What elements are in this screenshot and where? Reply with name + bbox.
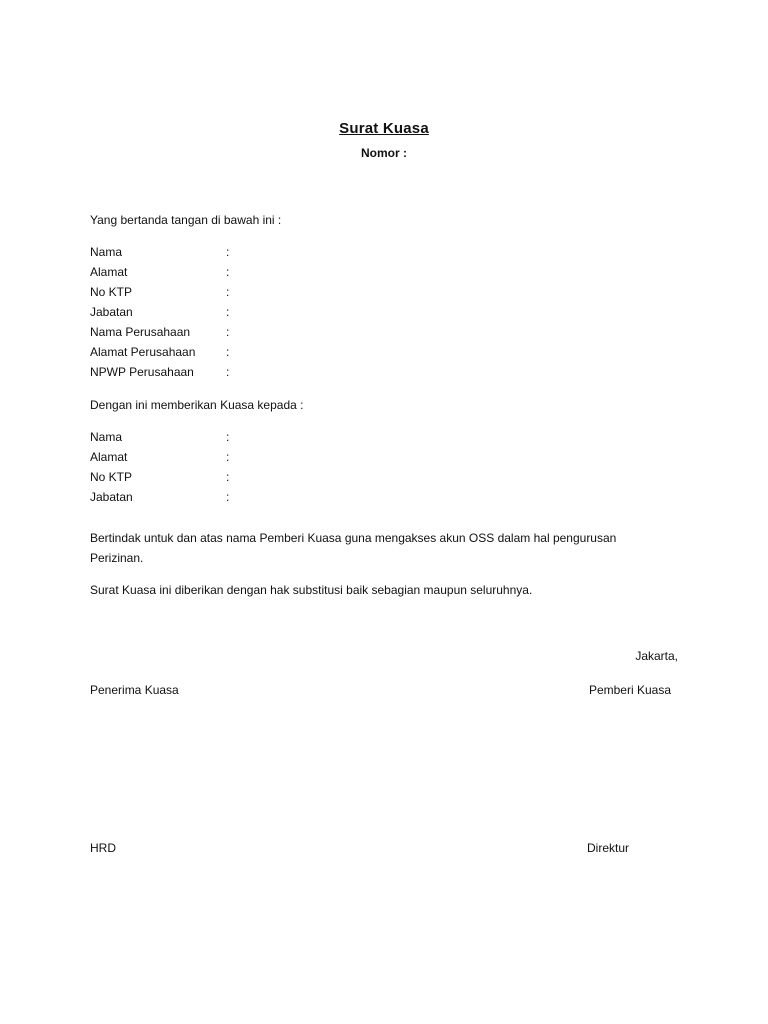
grantor-field-address (90, 264, 390, 280)
field-colon: : (226, 365, 230, 379)
field-label: Alamat (90, 265, 128, 279)
field-colon: : (226, 325, 230, 339)
purpose-paragraph: Bertindak untuk dan atas nama Pemberi Kuasa guna mengakses akun OSS dalam hal pengurusan Perizinan. (90, 531, 617, 565)
field-label: Jabatan (90, 490, 133, 504)
field-label: Alamat (90, 450, 128, 464)
grant-intro-text: Dengan ini memberikan Kuasa kepada : (90, 398, 304, 412)
signature-right-title: Direktur (587, 841, 630, 855)
grantor-field-company-name (90, 324, 390, 340)
field-colon: : (226, 470, 230, 484)
intro-text: Yang bertanda tangan di bawah ini : (90, 213, 282, 227)
field-colon: : (226, 305, 230, 319)
field-label: Nama Perusahaan (90, 325, 191, 339)
field-colon: : (226, 430, 230, 444)
grantee-field-ktp (90, 469, 390, 485)
field-label: No KTP (90, 470, 133, 484)
substitution-paragraph: Surat Kuasa ini diberikan dengan hak substitusi baik sebagian maupun seluruhnya. (90, 583, 533, 597)
document-number-label: Nomor : (361, 146, 407, 160)
field-label: Alamat Perusahaan (90, 345, 196, 359)
field-label: Nama (90, 245, 123, 259)
document-title: Surat Kuasa (339, 120, 429, 137)
field-colon: : (226, 490, 230, 504)
field-colon: : (226, 345, 230, 359)
grantee-field-name (90, 429, 390, 445)
place-date: Jakarta, (635, 649, 678, 663)
field-colon: : (226, 450, 230, 464)
field-label: Jabatan (90, 305, 133, 319)
field-label: NPWP Perusahaan (90, 365, 194, 379)
field-colon: : (226, 265, 230, 279)
grantee-field-address (90, 449, 390, 465)
grantor-field-company-npwp (90, 364, 390, 380)
signature-right-role: Pemberi Kuasa (588, 683, 671, 697)
field-colon: : (226, 245, 230, 259)
grantor-field-ktp (90, 284, 390, 300)
grantee-field-position (90, 489, 390, 505)
grantor-field-name (90, 244, 390, 260)
grantor-field-position (90, 304, 390, 320)
field-colon: : (226, 285, 230, 299)
grantor-field-company-address (90, 344, 390, 360)
signature-left-role: Penerima Kuasa (90, 683, 179, 697)
signature-left-title: HRD (90, 841, 116, 855)
field-label: No KTP (90, 285, 133, 299)
field-label: Nama (90, 430, 123, 444)
